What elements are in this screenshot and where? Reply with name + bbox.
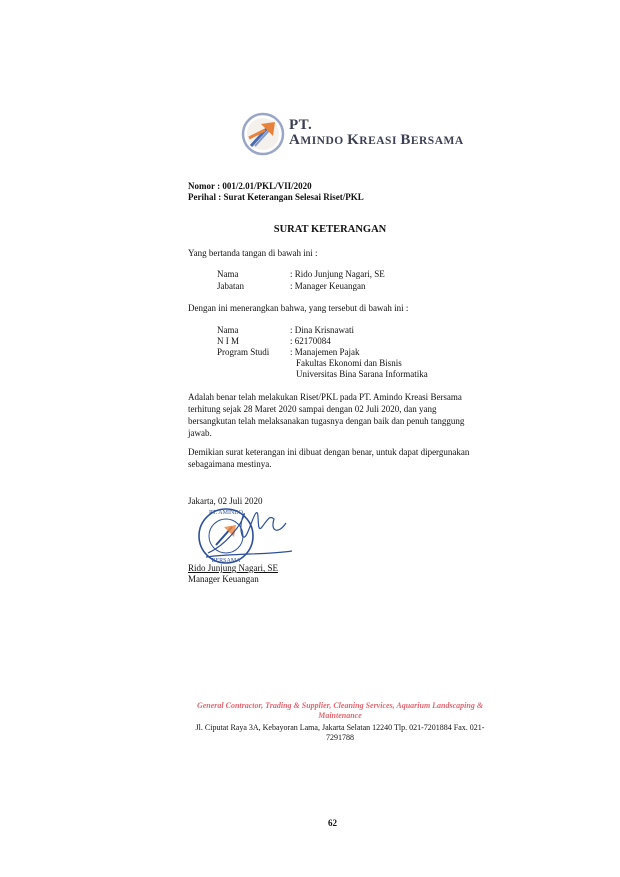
document-title: SURAT KETERANGAN — [273, 224, 387, 235]
company-name — [289, 132, 464, 149]
page-number: 62 — [328, 818, 337, 828]
company-name-rest-1: MINDO — [300, 135, 348, 147]
letter-subject: Perihal : Surat Keterangan Selesai Riset/PKL — [188, 192, 364, 202]
stamp-text-top: PT. AMINDO — [209, 510, 243, 516]
student-nim-label: N I M — [217, 336, 239, 346]
stamp-text-bottom: BERSAMA — [211, 558, 241, 564]
footer-services-line-2: Maintenance — [318, 711, 362, 720]
signer-name-value: : Rido Junjung Nagari, SE — [290, 269, 385, 279]
student-name-label: Nama — [217, 325, 239, 335]
company-name-cap-1: A — [289, 132, 301, 148]
footer-services-line-1: General Contractor, Trading & Supplier, Cleaning Services, Aquarium Landscaping & — [196, 701, 484, 710]
footer-address-line-1: Jl. Ciputat Raya 3A, Kebayoran Lama, Jakarta Selatan 12240 Tlp. 021-7201884 Fax. 021- — [195, 723, 485, 732]
letter-number: Nomor : 001/2.01/PKL/VII/2020 — [188, 181, 312, 191]
signer-position-value: : Manager Keuangan — [290, 281, 366, 291]
company-pt-label: PT. — [289, 117, 313, 133]
place-and-date: Jakarta, 02 Juli 2020 — [188, 496, 263, 506]
student-program-value: : Manajemen Pajak — [290, 347, 360, 357]
footer-address-line-2: 7291788 — [326, 733, 354, 742]
student-program-label: Program Studi — [217, 347, 270, 357]
paragraph-1-line-3: bersangkutan telah melaksanakan tugasnya dengan baik dan penuh tanggung — [188, 416, 465, 426]
student-name-value: : Dina Krisnawati — [290, 325, 354, 335]
paragraph-2-line-2: sebagaimana mestinya. — [188, 459, 272, 469]
intro-undersigned: Yang bertanda tangan di bawah ini : — [188, 248, 318, 258]
company-logo — [241, 112, 285, 156]
paragraph-1-line-1: Adalah benar telah melakukan Riset/PKL pada PT. Amindo Kreasi Bersama — [188, 392, 462, 402]
company-name-rest-3: ERSAMA — [410, 135, 464, 147]
signer-name: Rido Junjung Nagari, SE — [188, 563, 278, 573]
student-university-value: Universitas Bina Sarana Informatika — [296, 369, 428, 379]
intro-statement: Dengan ini menerangkan bahwa, yang tersebut di bawah ini : — [188, 303, 409, 313]
paragraph-1-line-2: terhitung sejak 28 Maret 2020 sampai dengan 02 Juli 2020, dan yang — [188, 404, 437, 414]
signer-title: Manager Keuangan — [188, 574, 259, 584]
company-name-cap-2: K — [347, 132, 360, 148]
footer-address — [150, 723, 530, 743]
student-faculty-value: Fakultas Ekonomi dan Bisnis — [296, 358, 402, 368]
company-name-rest-2: REASI — [359, 135, 401, 147]
footer-services — [150, 701, 530, 721]
student-nim-value: : 62170084 — [290, 336, 331, 346]
paragraph-1-line-4: jawab. — [188, 428, 212, 438]
signer-name-label: Nama — [217, 269, 239, 279]
company-name-cap-3: B — [400, 132, 411, 148]
stamp-and-signature — [186, 505, 296, 567]
signer-position-label: Jabatan — [217, 281, 244, 291]
paragraph-2-line-1: Demikian surat keterangan ini dibuat dengan benar, untuk dapat dipergunakan — [188, 447, 470, 457]
